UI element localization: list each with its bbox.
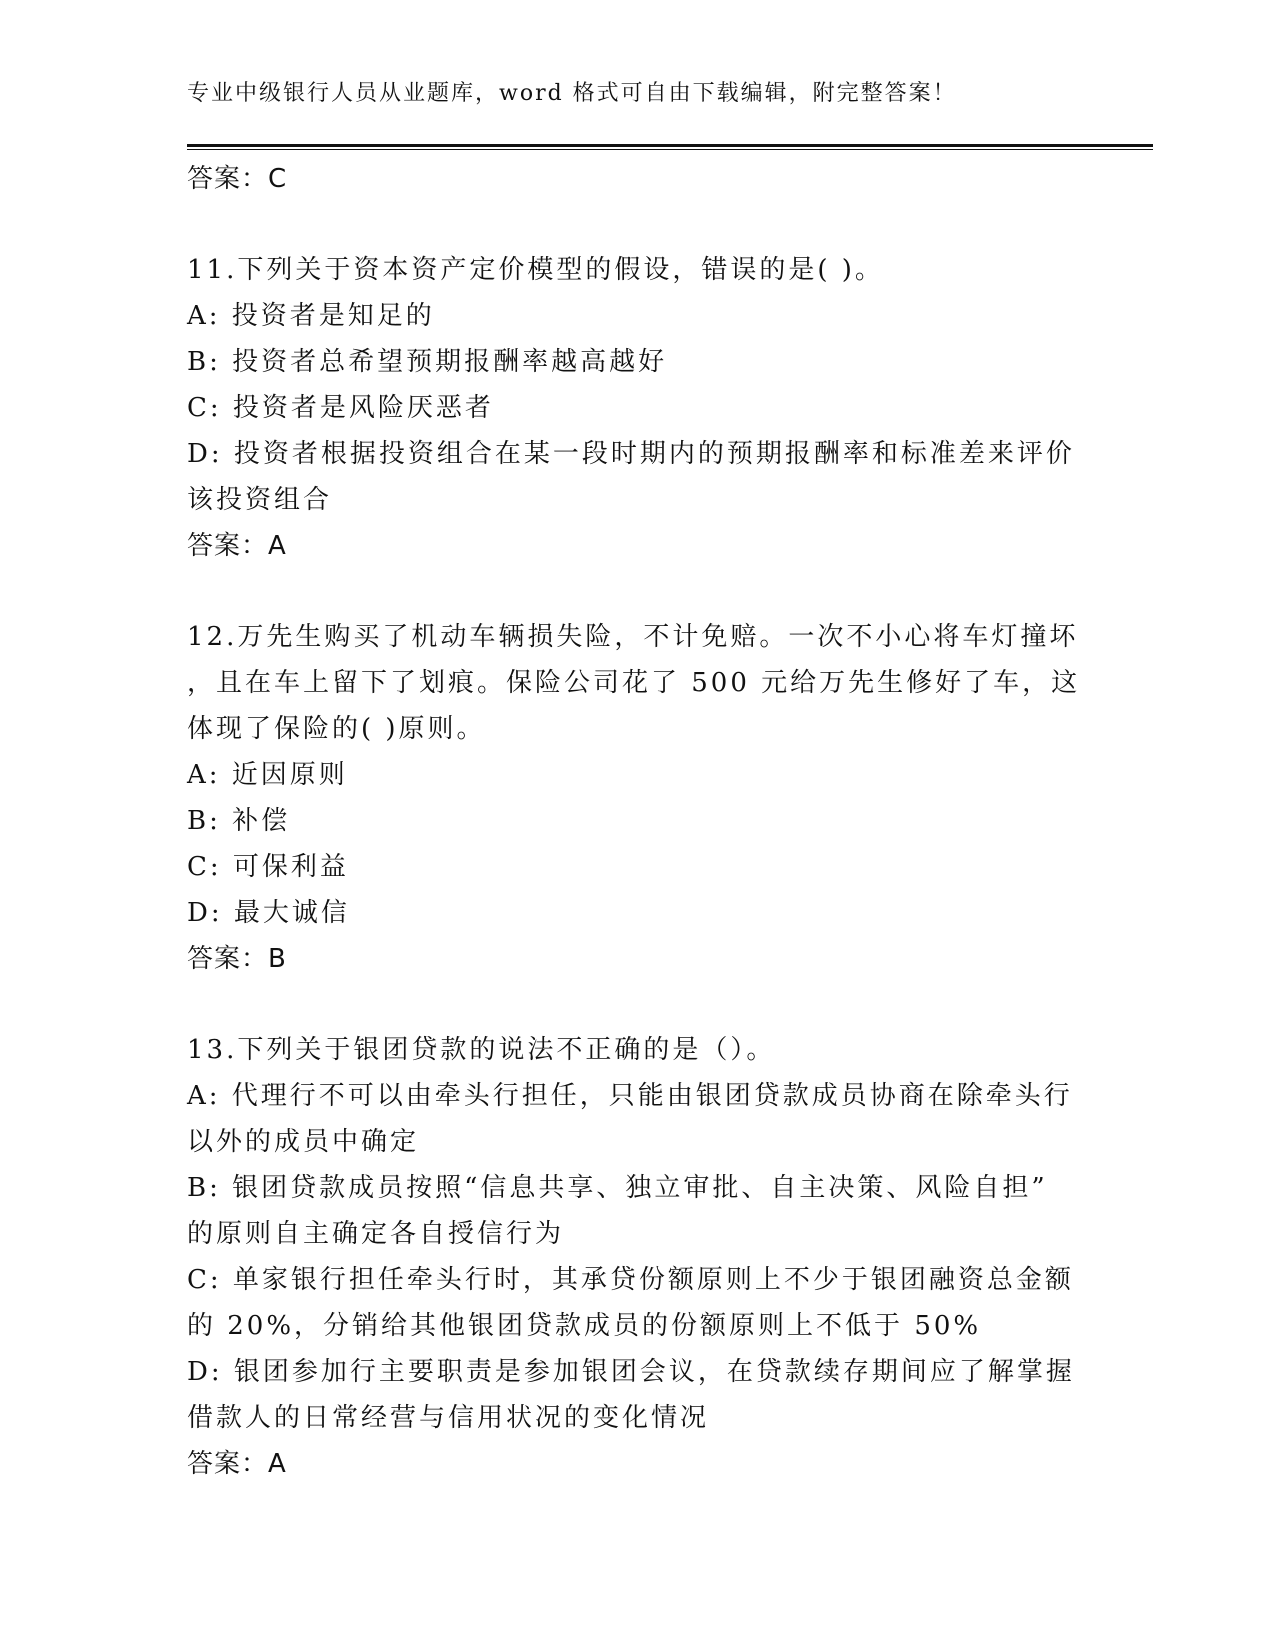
option-a: A: 近因原则 (187, 760, 348, 790)
option-c: C: 单家银行担任牵头行时，其承贷份额原则上不少于银团融资总金额 (187, 1265, 1074, 1295)
question-answer: 答案：B (187, 944, 287, 974)
page-header: 专业中级银行人员从业题库，word 格式可自由下载编辑，附完整答案！ (187, 81, 957, 106)
option-d: D: 投资者根据投资组合在某一段时期内的预期报酬率和标准差来评价 (187, 439, 1075, 469)
option-d-continued: 借款人的日常经营与信用状况的变化情况 (187, 1403, 710, 1433)
question-stem-line: 11.下列关于资本资产定价模型的假设，错误的是( )。 (187, 255, 884, 285)
option-c-continued: 的 20%，分销给其他银团贷款成员的份额原则上不低于 50% (187, 1311, 982, 1341)
header-rule-thin (187, 149, 1153, 150)
spacer (187, 202, 1087, 247)
option-b: B: 银团贷款成员按照“信息共享、独立审批、自主决策、风险自担” (187, 1173, 1048, 1203)
option-b: B: 投资者总希望预期报酬率越高越好 (187, 347, 668, 377)
option-d: D: 最大诚信 (187, 898, 350, 928)
question-stem-line: 体现了保险的( )原则。 (187, 714, 486, 744)
previous-answer: 答案：C (187, 164, 288, 194)
option-c: C: 可保利益 (187, 852, 349, 882)
question-stem-line: 12.万先生购买了机动车辆损失险，不计免赔。一次不小心将车灯撞坏 (187, 622, 1079, 652)
header-rule-thick (187, 144, 1153, 147)
question-13 (187, 1027, 1087, 1487)
question-answer: 答案：A (187, 1449, 287, 1479)
question-answer: 答案：A (187, 531, 287, 561)
question-stem-line: 13.下列关于银团贷款的说法不正确的是（）。 (187, 1035, 776, 1065)
spacer (187, 569, 1087, 614)
option-a: A: 代理行不可以由牵头行担任，只能由银团贷款成员协商在除牵头行 (187, 1081, 1073, 1111)
option-a-continued: 以外的成员中确定 (187, 1127, 420, 1157)
option-c: C: 投资者是风险厌恶者 (187, 393, 494, 423)
option-a: A: 投资者是知足的 (187, 301, 435, 331)
option-d-continued: 该投资组合 (187, 485, 333, 515)
option-d: D: 银团参加行主要职责是参加银团会议，在贷款续存期间应了解掌握 (187, 1357, 1075, 1387)
question-stem-line: ，且在车上留下了划痕。保险公司花了 500 元给万先生修好了车，这 (187, 668, 1081, 698)
question-content (187, 156, 1087, 1487)
option-b: B: 补偿 (187, 806, 291, 836)
question-12 (187, 614, 1087, 982)
option-b-continued: 的原则自主确定各自授信行为 (187, 1219, 565, 1249)
question-11 (187, 247, 1087, 569)
spacer (187, 982, 1087, 1027)
